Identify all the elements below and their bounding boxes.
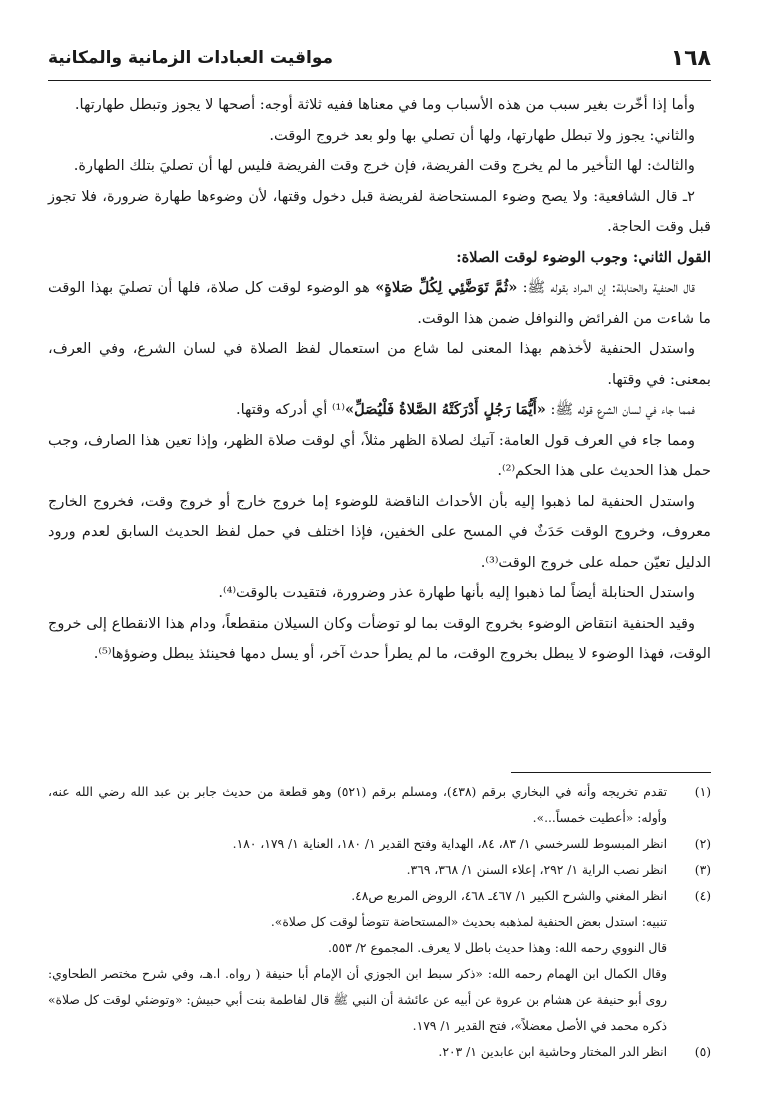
footnote-text: تقدم تخريجه وأنه في البخاري برقم (٤٣٨)، ومسلم برقم (٥٢١) وهو قطعة من حديث جابر بن عبد الله رضي الله عنه، وأوله: «أعطيت خمساً...». <box>48 785 667 825</box>
section-heading: القول الثاني: وجوب الوضوء لوقت الصلاة: <box>456 248 711 266</box>
footnote-text: انظر المغني والشرح الكبير ١/ ٤٦٧ـ ٤٦٨، الروض المربع ص٤٨. <box>351 889 667 903</box>
footnote-number: (٣) <box>694 863 711 877</box>
footnote <box>48 857 711 883</box>
paragraph: والثاني: يجوز ولا تبطل طهارتها، ولها أن تصلي بها ولو بعد خروج الوقت. <box>269 126 695 144</box>
paragraph <box>48 395 711 426</box>
footnote-divider <box>511 772 711 773</box>
footnote-number: (١) <box>694 785 711 799</box>
paragraph: وأما إذا أخّرت بغير سبب من هذه الأسباب وما في معناها ففيه ثلاثة أوجه: أصحها لا يجوز وتبطل طهارتها. <box>74 96 695 113</box>
paragraph <box>48 273 711 334</box>
page-number: ١٦٨ <box>670 45 711 71</box>
main-text <box>48 90 711 670</box>
footnote-continuation: قال النووي رحمه الله: وهذا حديث باطل لا يعرف. المجموع ٢/ ٥٥٣. <box>327 941 667 955</box>
paragraph: ٢ـ قال الشافعية: ولا يصح وضوء المستحاضة لفريضة قبل دخول وقتها، لأن وضوءها طهارة ضرورة، فلا تجوز قبل وقت الحاجة. <box>48 187 711 235</box>
footnote <box>48 1039 711 1065</box>
footnote-continuation: وقال الكمال ابن الهمام رحمه الله: «ذكر سبط ابن الجوزي أن الإمام أبا حنيفة ( رواه. ا.هـ، وفي شرح مختصر الطحاوي: روى أبو حنيفة عن هشام بن عروة عن أبيه عن عائشة أن النبي ﷺ قال لفاطمة بنت أبي حبيش: «وتوضئي لوقت كل صلاة» ذكره محمد في الأصل معضلاً»، فتح القدير ١/ ١٧٩. <box>48 967 667 1033</box>
text-span: ⁽¹⁾ أي أدركه وقتها. <box>235 401 345 418</box>
footnote <box>48 779 711 831</box>
paragraph: واستدل الحنابلة أيضاً لما ذهبوا إليه بأنها طهارة عذر وضرورة، فتقيدت بالوقت⁽⁴⁾. <box>218 584 695 601</box>
footnote-text: انظر نصب الراية ١/ ٢٩٢، إعلاء السنن ١/ ٣٦٨، ٣٦٩. <box>406 863 667 877</box>
footnote <box>48 831 711 857</box>
running-title: مواقيت العبادات الزمانية والمكانية <box>48 48 333 68</box>
hadith-quote: «ثُمَّ تَوَضَّئِي لِكُلِّ صَلاةٍ» <box>375 279 518 296</box>
footnote-continuation: تنبيه: استدل بعض الحنفية لمذهبه بحديث «المستحاضة تتوضأ لوقت كل صلاة». <box>270 915 667 929</box>
footnote-number: (٥) <box>694 1045 711 1059</box>
text-span: قال الحنفية والحنابلة: إن المراد بقوله ﷺ: <box>517 279 695 296</box>
footnote-number: (٢) <box>694 837 711 851</box>
page-header <box>48 36 711 81</box>
footnote-number: (٤) <box>694 889 711 903</box>
footnotes <box>48 772 711 1065</box>
text-span: هو الوضوء لوقت كل صلاة، فلها أن تصليَ بهذا الوقت ما شاءت من الفرائض والنوافل ضمن هذا الوقت. <box>48 279 711 327</box>
hadith-quote: «أَيُّمَا رَجُلٍ أَدْرَكَتْهُ الصَّلاةُ فَلْيُصَلِّ» <box>345 401 546 418</box>
text-span: فمما جاء في لسان الشرع قوله ﷺ: <box>545 401 695 418</box>
paragraph: واستدل الحنفية لأخذهم بهذا المعنى لما شاع من استعمال لفظ الصلاة في لسان الشرع، وفي العرف، بمعنى: في وقتها. <box>48 340 711 388</box>
paragraph: ومما جاء في العرف قول العامة: آتيك لصلاة الظهر مثلاً، أي لوقت صلاة الظهر، وإذا تعين هذا الصارف، وجب حمل هذا الحديث على هذا الحكم⁽²⁾. <box>48 431 711 479</box>
paragraph: واستدل الحنفية لما ذهبوا إليه بأن الأحداث الناقضة للوضوء إما خروج خارج أو خروج وقت، فخروج الخارج معروف، وخروج الوقت حَدَثٌ في المسح على الخفين، فإذا اختلف في حمل لفظ الحديث السابق لعدم ورود الدليل تعيّن حمله على خروج الوقت⁽³⁾. <box>48 492 711 571</box>
paragraph: وقيد الحنفية انتقاض الوضوء بخروج الوقت بما لو توضأت وكان السيلان منقطعاً، ودام هذا الانقطاع إلى خروج الوقت، فهذا الوضوء لا يبطل بخروج الوقت، ما لم يطرأ حدث آخر، أو يسل دمها فحينئذ يبطل وضوؤها⁽⁵⁾. <box>48 614 711 662</box>
footnote-text: انظر المبسوط للسرخسي ١/ ٨٣، ٨٤، الهداية وفتح القدير ١/ ١٨٠، العناية ١/ ١٧٩، ١٨٠. <box>232 837 667 851</box>
footnote-text: انظر الدر المختار وحاشية ابن عابدين ١/ ٢٠٣. <box>438 1045 667 1059</box>
paragraph: والثالث: لها التأخير ما لم يخرج وقت الفريضة، فإن خرج وقت الفريضة فليس لها أن تصليَ بتلك الطهارة. <box>73 157 695 174</box>
footnote <box>48 883 711 909</box>
